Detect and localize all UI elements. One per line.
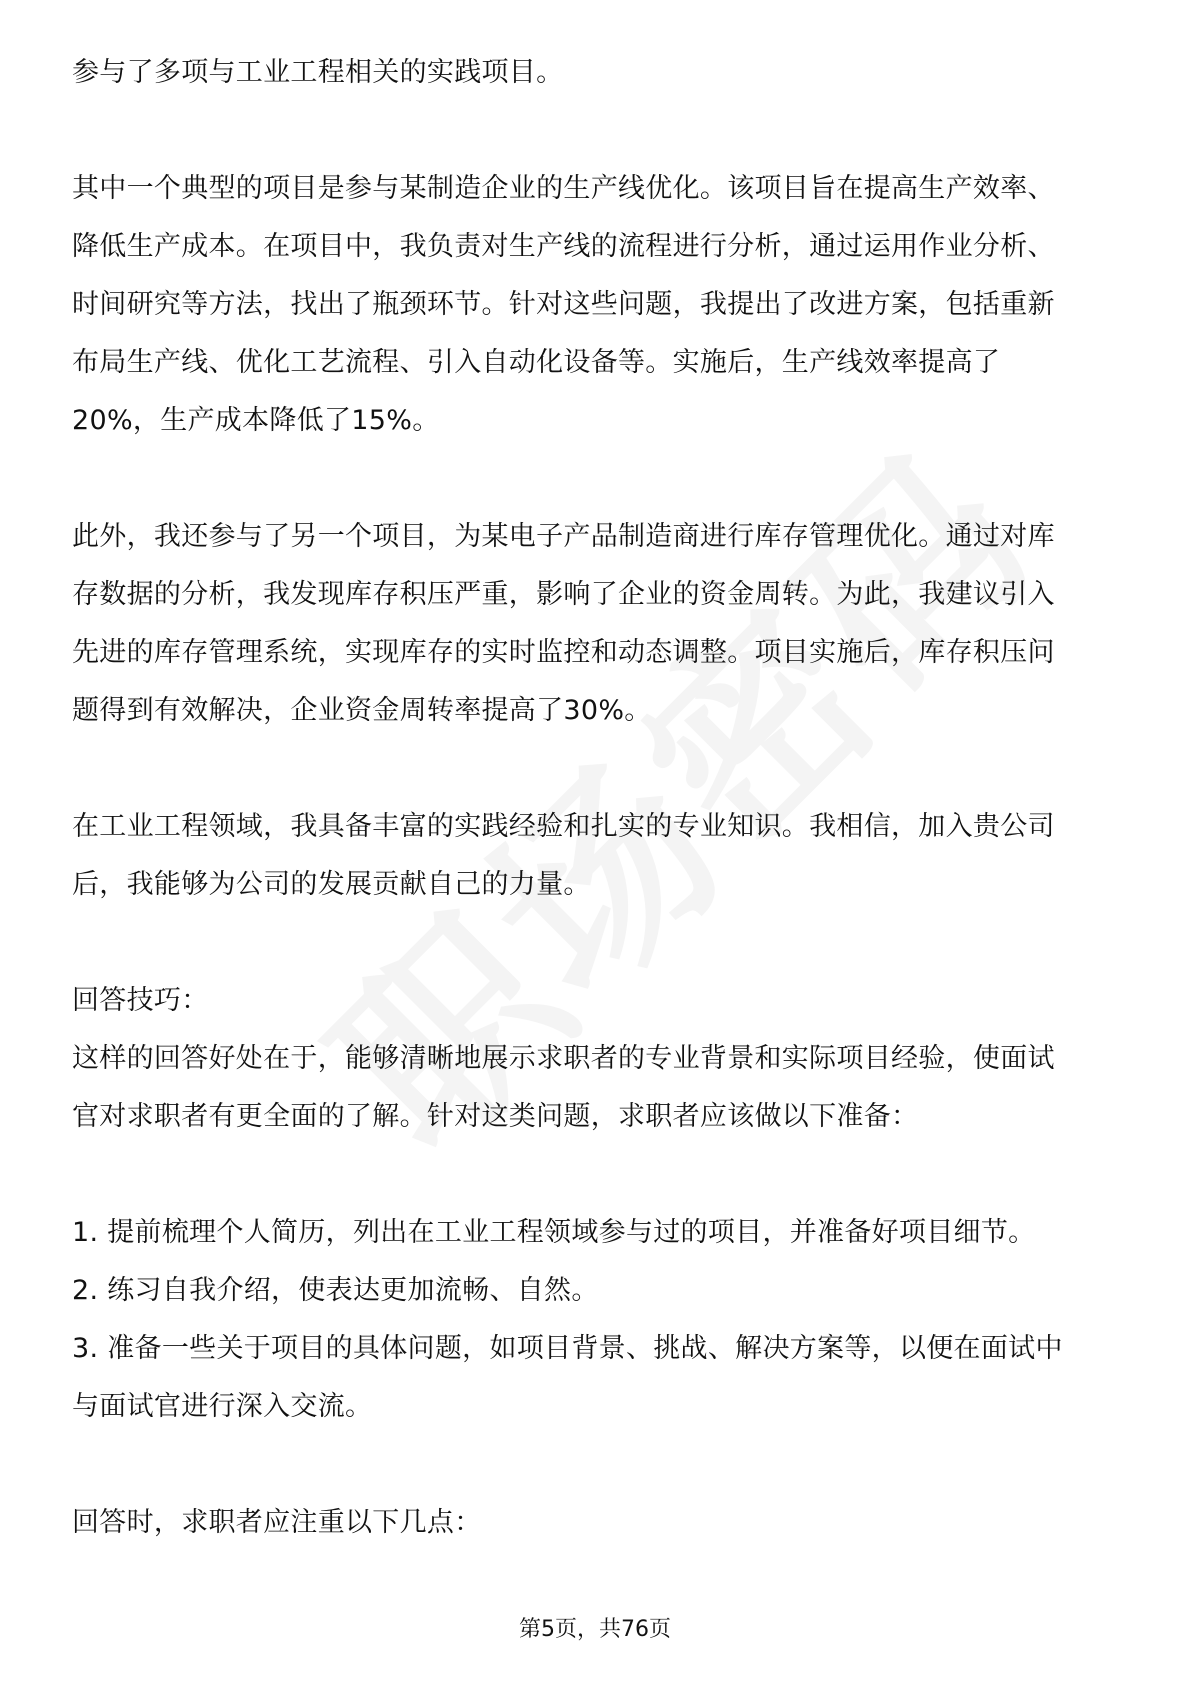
paragraph-gap	[72, 1436, 1118, 1494]
paragraph-2	[72, 160, 1118, 450]
text-line: 先进的库存管理系统，实现库存的实时监控和动态调整。项目实施后，库存积压问	[72, 637, 1055, 668]
paragraph-gap	[72, 1146, 1118, 1204]
text-line: 在工业工程领域，我具备丰富的实践经验和扎实的专业知识。我相信，加入贵公司	[72, 811, 1055, 842]
paragraph-gap	[72, 450, 1118, 508]
paragraph-1	[72, 44, 1118, 102]
text-line: 存数据的分析，我发现库存积压严重，影响了企业的资金周转。为此，我建议引入	[72, 579, 1055, 610]
section-heading: 回答技巧：	[72, 985, 209, 1016]
list-item: 2. 练习自我介绍，使表达更加流畅、自然。	[72, 1275, 599, 1306]
list-item-continuation: 与面试官进行深入交流。	[72, 1391, 373, 1422]
paragraph-6	[72, 1204, 1118, 1436]
text-line: 其中一个典型的项目是参与某制造企业的生产线优化。该项目旨在提高生产效率、	[72, 173, 1055, 204]
text-line: 题得到有效解决，企业资金周转率提高了30%。	[72, 695, 652, 726]
text-line: 时间研究等方法，找出了瓶颈环节。针对这些问题，我提出了改进方案，包括重新	[72, 289, 1055, 320]
list-item: 3. 准备一些关于项目的具体问题，如项目背景、挑战、解决方案等，以便在面试中	[72, 1333, 1063, 1364]
paragraph-4	[72, 798, 1118, 914]
text-line: 官对求职者有更全面的了解。针对这类问题，求职者应该做以下准备：	[72, 1101, 919, 1132]
text-line: 布局生产线、优化工艺流程、引入自动化设备等。实施后，生产线效率提高了	[72, 347, 1001, 378]
document-body	[72, 44, 1118, 1552]
paragraph-5	[72, 972, 1118, 1146]
text-line: 后，我能够为公司的发展贡献自己的力量。	[72, 869, 591, 900]
text-line: 20%，生产成本降低了15%。	[72, 405, 440, 436]
paragraph-gap	[72, 740, 1118, 798]
page-number: 第5页，共76页	[519, 1617, 671, 1642]
text-line: 回答时，求职者应注重以下几点：	[72, 1507, 482, 1538]
paragraph-gap	[72, 102, 1118, 160]
paragraph-7	[72, 1494, 1118, 1552]
paragraph-3	[72, 508, 1118, 740]
list-item: 1. 提前梳理个人简历，列出在工业工程领域参与过的项目，并准备好项目细节。	[72, 1217, 1036, 1248]
paragraph-gap	[72, 914, 1118, 972]
text-line: 这样的回答好处在于，能够清晰地展示求职者的专业背景和实际项目经验，使面试	[72, 1043, 1055, 1074]
text-line: 降低生产成本。在项目中，我负责对生产线的流程进行分析，通过运用作业分析、	[72, 231, 1055, 262]
text-line: 此外，我还参与了另一个项目，为某电子产品制造商进行库存管理优化。通过对库	[72, 521, 1055, 552]
text-line: 参与了多项与工业工程相关的实践项目。	[72, 57, 564, 88]
